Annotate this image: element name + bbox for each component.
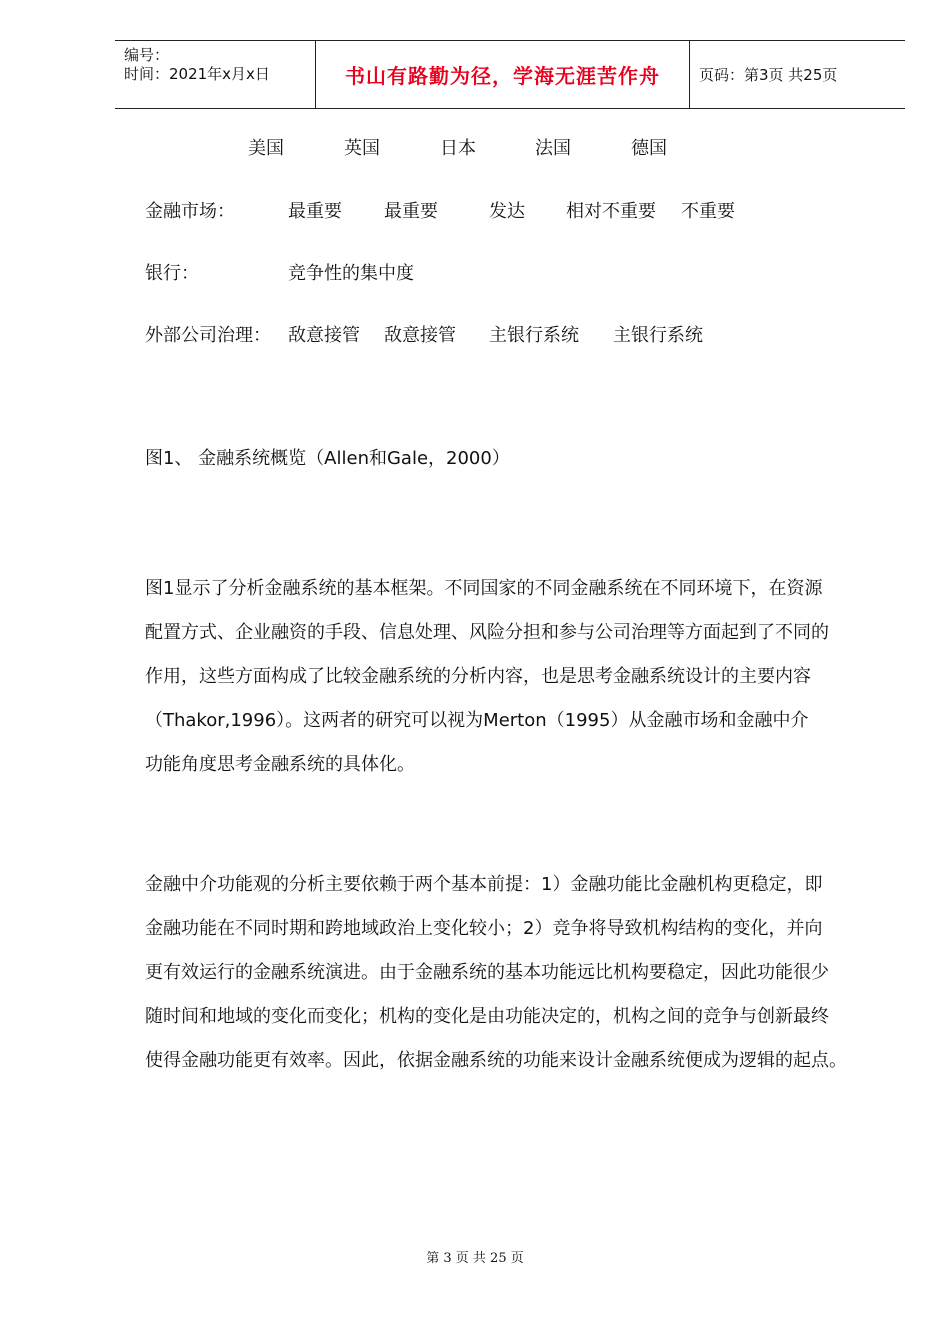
header-motto-cell [316, 41, 690, 108]
governance-usa: 敌意接管 [288, 325, 360, 346]
header-meta-cell [115, 41, 316, 108]
country-usa: 美国 [248, 138, 284, 159]
financial-market-usa: 最重要 [288, 201, 342, 222]
row-label-corporate-governance: 外部公司治理： [145, 325, 271, 346]
financial-market-germany: 不重要 [681, 201, 735, 222]
paragraph-line: 随时间和地域的变化而变化；机构的变化是由功能决定的，机构之间的竞争与创新最终 [145, 1006, 829, 1027]
financial-market-france: 相对不重要 [566, 201, 656, 222]
governance-uk: 敌意接管 [384, 325, 456, 346]
header-page-cell [690, 41, 905, 108]
paragraph-line: 金融中介功能观的分析主要依赖于两个基本前提：1）金融功能比金融机构更稳定，即 [145, 874, 823, 895]
paragraph-line: 更有效运行的金融系统演进。由于金融系统的基本功能远比机构要稳定，因此功能很少 [145, 962, 829, 983]
page-header [115, 40, 905, 109]
paragraph-line: 图1显示了分析金融系统的基本框架。不同国家的不同金融系统在不同环境下，在资源 [145, 578, 823, 599]
header-motto: 书山有路勤为径，学海无涯苦作舟 [345, 64, 660, 88]
document-date: 时间：2021年x月x日 [124, 65, 270, 83]
row-label-banks: 银行： [145, 263, 199, 284]
governance-japan: 主银行系统 [489, 325, 579, 346]
banks-value: 竞争性的集中度 [288, 263, 414, 284]
financial-market-japan: 发达 [489, 201, 525, 222]
row-label-financial-market: 金融市场： [145, 201, 235, 222]
country-uk: 英国 [344, 138, 380, 159]
paragraph-line: 作用，这些方面构成了比较金融系统的分析内容，也是思考金融系统设计的主要内容 [145, 666, 811, 687]
paragraph-line: 配置方式、企业融资的手段、信息处理、风险分担和参与公司治理等方面起到了不同的 [145, 622, 829, 643]
paragraph-line: 功能角度思考金融系统的具体化。 [145, 754, 415, 775]
country-germany: 德国 [631, 138, 667, 159]
figure-caption: 图1、 金融系统概览（Allen和Gale，2000） [145, 448, 510, 469]
header-page-number: 页码：第3页 共25页 [699, 66, 838, 84]
financial-market-uk: 最重要 [384, 201, 438, 222]
page-footer: 第 3 页 共 25 页 [426, 1251, 524, 1266]
document-number-label: 编号： [124, 46, 170, 64]
country-france: 法国 [535, 138, 571, 159]
paragraph-line: （Thakor,1996）。这两者的研究可以视为Merton（1995）从金融市场和金融中介 [145, 710, 809, 731]
country-japan: 日本 [440, 138, 476, 159]
governance-germany: 主银行系统 [613, 325, 703, 346]
paragraph-line: 使得金融功能更有效率。因此，依据金融系统的功能来设计金融系统便成为逻辑的起点。 [145, 1050, 847, 1071]
paragraph-line: 金融功能在不同时期和跨地域政治上变化较小；2）竞争将导致机构结构的变化，并向 [145, 918, 823, 939]
